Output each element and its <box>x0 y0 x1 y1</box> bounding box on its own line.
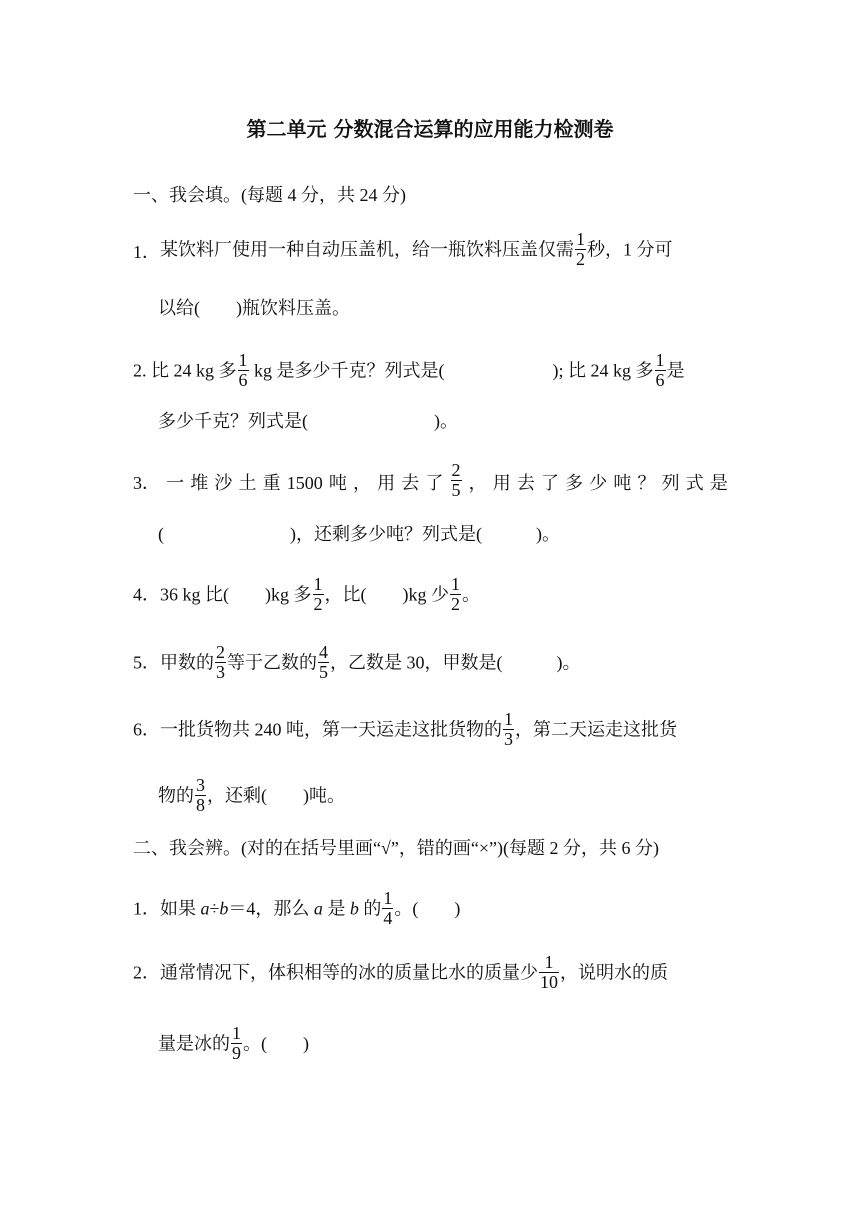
text-char: 吨 <box>613 472 632 493</box>
question-1-6-line1 <box>133 709 728 751</box>
text: 是 <box>322 898 350 919</box>
text: ，乙数是 30，甲数是( )。 <box>330 652 581 673</box>
numerator: 1 <box>539 953 559 973</box>
text: 1．如果 <box>133 898 201 919</box>
question-1-5 <box>133 642 581 684</box>
fraction <box>451 461 462 500</box>
question-text <box>133 952 668 994</box>
denominator: 2 <box>576 249 585 269</box>
text: 物的 <box>158 785 194 806</box>
text-char: 式 <box>685 472 704 493</box>
divide-sign: ÷ <box>209 898 220 919</box>
text: 的 <box>358 898 382 919</box>
text-char: 重 <box>262 472 281 493</box>
denominator: 3 <box>504 729 513 749</box>
fraction <box>575 230 586 269</box>
question-number: 1． <box>133 241 160 262</box>
text-char: 3． <box>133 472 160 493</box>
page-title: 第二单元 分数混合运算的应用能力检测卷 <box>246 117 614 141</box>
text-char: 堆 <box>190 472 209 493</box>
text-char: ， <box>353 472 371 493</box>
numerator: 1 <box>238 350 248 370</box>
question-1-2-line1 <box>133 350 728 392</box>
variable-b: b <box>349 898 359 919</box>
variable-a: a <box>200 898 210 919</box>
numerator: 1 <box>504 709 513 729</box>
text-char: 沙 <box>214 472 233 493</box>
text: 6．一批货物共 240 吨，第一天运走这批货物的 <box>133 719 502 740</box>
numerator: 1 <box>383 888 393 908</box>
fraction <box>655 351 666 390</box>
text-char: 了 <box>541 472 559 493</box>
text-char: 少 <box>589 472 608 493</box>
text: 等于乙数的 <box>227 652 317 673</box>
denominator: 5 <box>451 480 461 500</box>
fraction <box>195 776 206 815</box>
numerator: 2 <box>451 460 461 480</box>
numerator: 3 <box>196 775 205 795</box>
denominator: 8 <box>196 795 205 815</box>
text-char: 去 <box>516 472 535 493</box>
numerator: 2 <box>216 642 225 662</box>
question-1-4 <box>133 574 480 616</box>
numerator: 4 <box>319 642 328 662</box>
text: 秒，1 分可 <box>587 239 673 260</box>
denominator: 6 <box>238 370 248 390</box>
text: 某饮料厂使用一种自动压盖机，给一瓶饮料压盖仅需 <box>160 239 574 260</box>
denominator: 9 <box>232 1043 241 1063</box>
text: 。( ) <box>394 898 461 919</box>
text-char: 1500 <box>286 472 323 493</box>
question-1-3-line2: ( )，还剩多少吨？列式是( )。 <box>158 524 560 544</box>
numerator: 1 <box>313 574 323 594</box>
text: 2. 比 24 kg 多 <box>133 360 237 381</box>
text-char: 土 <box>238 472 257 493</box>
section2-header: 二、我会辨。(对的在括号里画“√”，错的画“×”)(每题 2 分，共 6 分) <box>133 838 659 858</box>
text: ，还剩( )吨。 <box>207 785 345 806</box>
text: 5．甲数的 <box>133 652 214 673</box>
question-2-2-line2 <box>158 1023 309 1065</box>
text-char: 吨 <box>328 472 347 493</box>
fraction <box>382 889 393 928</box>
fraction <box>313 575 324 614</box>
question-1-2-line2: 多少千克？列式是( )。 <box>158 411 458 431</box>
text: 2．通常情况下，体积相等的冰的质量比水的质量少 <box>133 962 538 983</box>
fraction <box>450 575 461 614</box>
text: 。( ) <box>243 1033 309 1054</box>
denominator: 3 <box>216 662 225 682</box>
denominator: 10 <box>540 972 558 992</box>
text-char: 多 <box>565 472 584 493</box>
text-char: 用 <box>492 472 511 493</box>
text: 量是冰的 <box>158 1033 230 1054</box>
question-1-1-line2: 以给( )瓶饮料压盖。 <box>158 298 350 318</box>
text-char: 一 <box>166 472 185 493</box>
numerator: 1 <box>655 350 665 370</box>
question-1-1-line1 <box>133 229 728 271</box>
text-char: ， <box>468 472 487 493</box>
text-char: 用 <box>377 472 396 493</box>
text: 。 <box>462 584 480 605</box>
fraction <box>539 953 559 992</box>
fraction <box>231 1024 242 1063</box>
text-char: 了 <box>425 472 444 493</box>
variable-a: a <box>313 898 323 919</box>
numerator: 1 <box>451 574 460 594</box>
denominator: 6 <box>655 370 665 390</box>
fraction <box>503 710 514 749</box>
question-2-1 <box>133 888 461 930</box>
question-text <box>133 350 685 392</box>
numerator: 1 <box>232 1023 241 1043</box>
question-1-6-line2 <box>158 775 345 817</box>
text: ，第二天运走这批货 <box>515 719 677 740</box>
text-char: 列 <box>661 472 680 493</box>
question-2-2-line1 <box>133 952 728 994</box>
denominator: 2 <box>313 594 323 614</box>
question-1-3-line1 <box>133 460 728 502</box>
fraction <box>318 643 329 682</box>
text-char: 去 <box>401 472 420 493</box>
text: kg 是多少千克？列式是( ); 比 24 kg 多 <box>249 360 654 381</box>
text: ，比( )kg 少 <box>324 584 449 605</box>
text-char: ？ <box>637 472 656 493</box>
section1-header: 一、我会填。(每题 4 分，共 24 分) <box>133 185 406 205</box>
fraction <box>215 643 226 682</box>
numerator: 1 <box>576 229 585 249</box>
text: ，说明水的质 <box>560 962 668 983</box>
question-text <box>160 229 728 271</box>
text: 4．36 kg 比( )kg 多 <box>133 584 312 605</box>
denominator: 4 <box>383 908 393 928</box>
denominator: 2 <box>451 594 460 614</box>
question-text <box>133 709 677 751</box>
variable-b: b <box>219 898 229 919</box>
denominator: 5 <box>319 662 328 682</box>
text: 是 <box>666 360 685 381</box>
text-char: 是 <box>709 472 728 493</box>
text: ＝4，那么 <box>228 898 314 919</box>
fraction <box>238 351 249 390</box>
